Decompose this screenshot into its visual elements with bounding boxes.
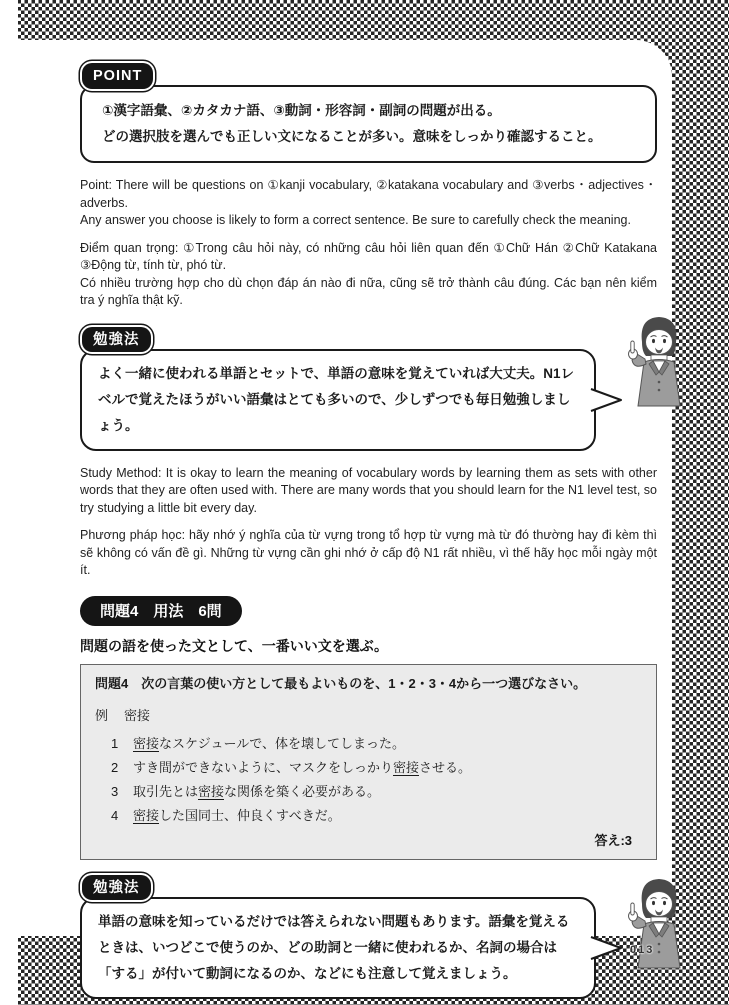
study-paragraph-en bbox=[80, 465, 657, 518]
option-text-underlined: 密接 bbox=[393, 759, 420, 775]
option-list bbox=[95, 734, 642, 825]
option-text-post: させる。 bbox=[419, 759, 472, 775]
point-box bbox=[80, 85, 657, 163]
paragraph-line: Phương pháp học: hãy nhớ ý nghĩa của từ vựng trong tổ hợp từ vựng mà từ đó thường hay đi kèm thì sẽ không có vấn đề gì. Những từ vựng cần ghi nhớ ở cấp độ N1 rất nhiều, vì thế hãy học mỗi ngày một ít. bbox=[80, 528, 657, 577]
option-text-post: なスケジュールで、体を壊してしまった。 bbox=[159, 735, 405, 751]
option-text-post: な関係を築く必要がある。 bbox=[224, 783, 381, 799]
point-paragraph-vi bbox=[80, 240, 657, 310]
option-text bbox=[133, 806, 341, 825]
speech-bubble bbox=[80, 897, 596, 999]
point-box-line: どの選択肢を選んでも正しい文になることが多い。意味をしっかり確認すること。 bbox=[102, 129, 602, 144]
option-text-underlined: 密接 bbox=[133, 735, 160, 751]
paragraph-line: Any answer you choose is likely to form a correct sentence. Be sure to carefully check the meaning. bbox=[80, 213, 631, 227]
speech-bubble-text: 単語の意味を知っているだけでは答えられない問題もあります。語彙を覚えるときは、いつどこで使うのか、どの助詞と一緒に使われるか、名詞の場合は「する」が付いて動詞になるのか、などにも注意して覚えましょう。 bbox=[98, 913, 570, 981]
paragraph-line: Điểm quan trọng: ①Trong câu hỏi này, có những câu hỏi liên quan đến ①Chữ Hán ②Chữ Katakana ③Động từ, tính từ, phó từ. bbox=[80, 240, 657, 272]
page-content bbox=[80, 60, 657, 999]
page-number: 013 bbox=[630, 944, 655, 956]
paragraph-line: Study Method: It is okay to learn the meaning of vocabulary words by learning them as sets with other words that they are often used with. There are many words that you should learn for the N1 level test, so try studying a little bit every day. bbox=[80, 465, 657, 515]
paragraph-line: Point: There will be questions on ①kanji vocabulary, ②katakana vocabulary and ③verbs・adjectives・adverbs. bbox=[80, 178, 657, 210]
example-row bbox=[95, 705, 642, 724]
point-badge: POINT bbox=[82, 63, 153, 89]
speech-bubble bbox=[80, 349, 596, 451]
option-text bbox=[133, 782, 380, 801]
option-text-post: した国同士、仲良くすべきだ。 bbox=[159, 807, 341, 823]
option-text bbox=[133, 758, 471, 777]
speech-bubble-text: よく一緒に使われる単語とセットで、単語の意味を覚えていれば大丈夫。N1レベルで覚えたほうがいい語彙はとても多いので、少しずつでも毎日勉強しましょう。 bbox=[98, 365, 574, 433]
option-text-pre: 取引先とは bbox=[133, 783, 199, 799]
study-method-1 bbox=[80, 324, 657, 451]
example-label: 例 bbox=[95, 707, 109, 723]
teacher-illustration bbox=[618, 310, 700, 408]
study-paragraph-vi bbox=[80, 527, 657, 580]
point-box-line: ①漢字語彙、②カタカナ語、③動詞・形容詞・副詞の問題が出る。 bbox=[102, 103, 501, 118]
option-number: 4 bbox=[111, 807, 119, 823]
study-method-2 bbox=[80, 872, 657, 999]
option-text bbox=[133, 734, 405, 753]
study-method-badge: 勉強法 bbox=[82, 875, 151, 901]
option-text-underlined: 密接 bbox=[133, 807, 160, 823]
option-row bbox=[111, 806, 642, 825]
answer-label: 答え:3 bbox=[594, 832, 632, 848]
section-badge: 問題4 用法 6問 bbox=[80, 596, 242, 626]
point-paragraph-en bbox=[80, 177, 657, 230]
paragraph-line: Có nhiều trường hợp cho dù chọn đáp án nào đi nữa, cũng sẽ trở thành câu đúng. Các bạn nên kiểm tra ý nghĩa thật kỹ. bbox=[80, 275, 657, 307]
section-heading: 問題の語を使った文として、一番いい文を選ぶ。 bbox=[80, 637, 388, 654]
example-box bbox=[80, 664, 657, 860]
option-number: 2 bbox=[111, 759, 119, 775]
option-row bbox=[111, 758, 642, 777]
option-row bbox=[111, 782, 642, 801]
option-text-underlined: 密接 bbox=[198, 783, 225, 799]
option-number: 1 bbox=[111, 735, 119, 751]
option-number: 3 bbox=[111, 783, 119, 799]
option-row bbox=[111, 734, 642, 753]
study-method-badge: 勉強法 bbox=[82, 327, 151, 353]
example-word: 密接 bbox=[124, 707, 151, 723]
example-box-header: 問題4 次の言葉の使い方として最もよいものを、1・2・3・4から一つ選びなさい。 bbox=[95, 675, 587, 691]
option-text-pre: すき間ができないように、マスクをしっかり bbox=[133, 759, 394, 775]
